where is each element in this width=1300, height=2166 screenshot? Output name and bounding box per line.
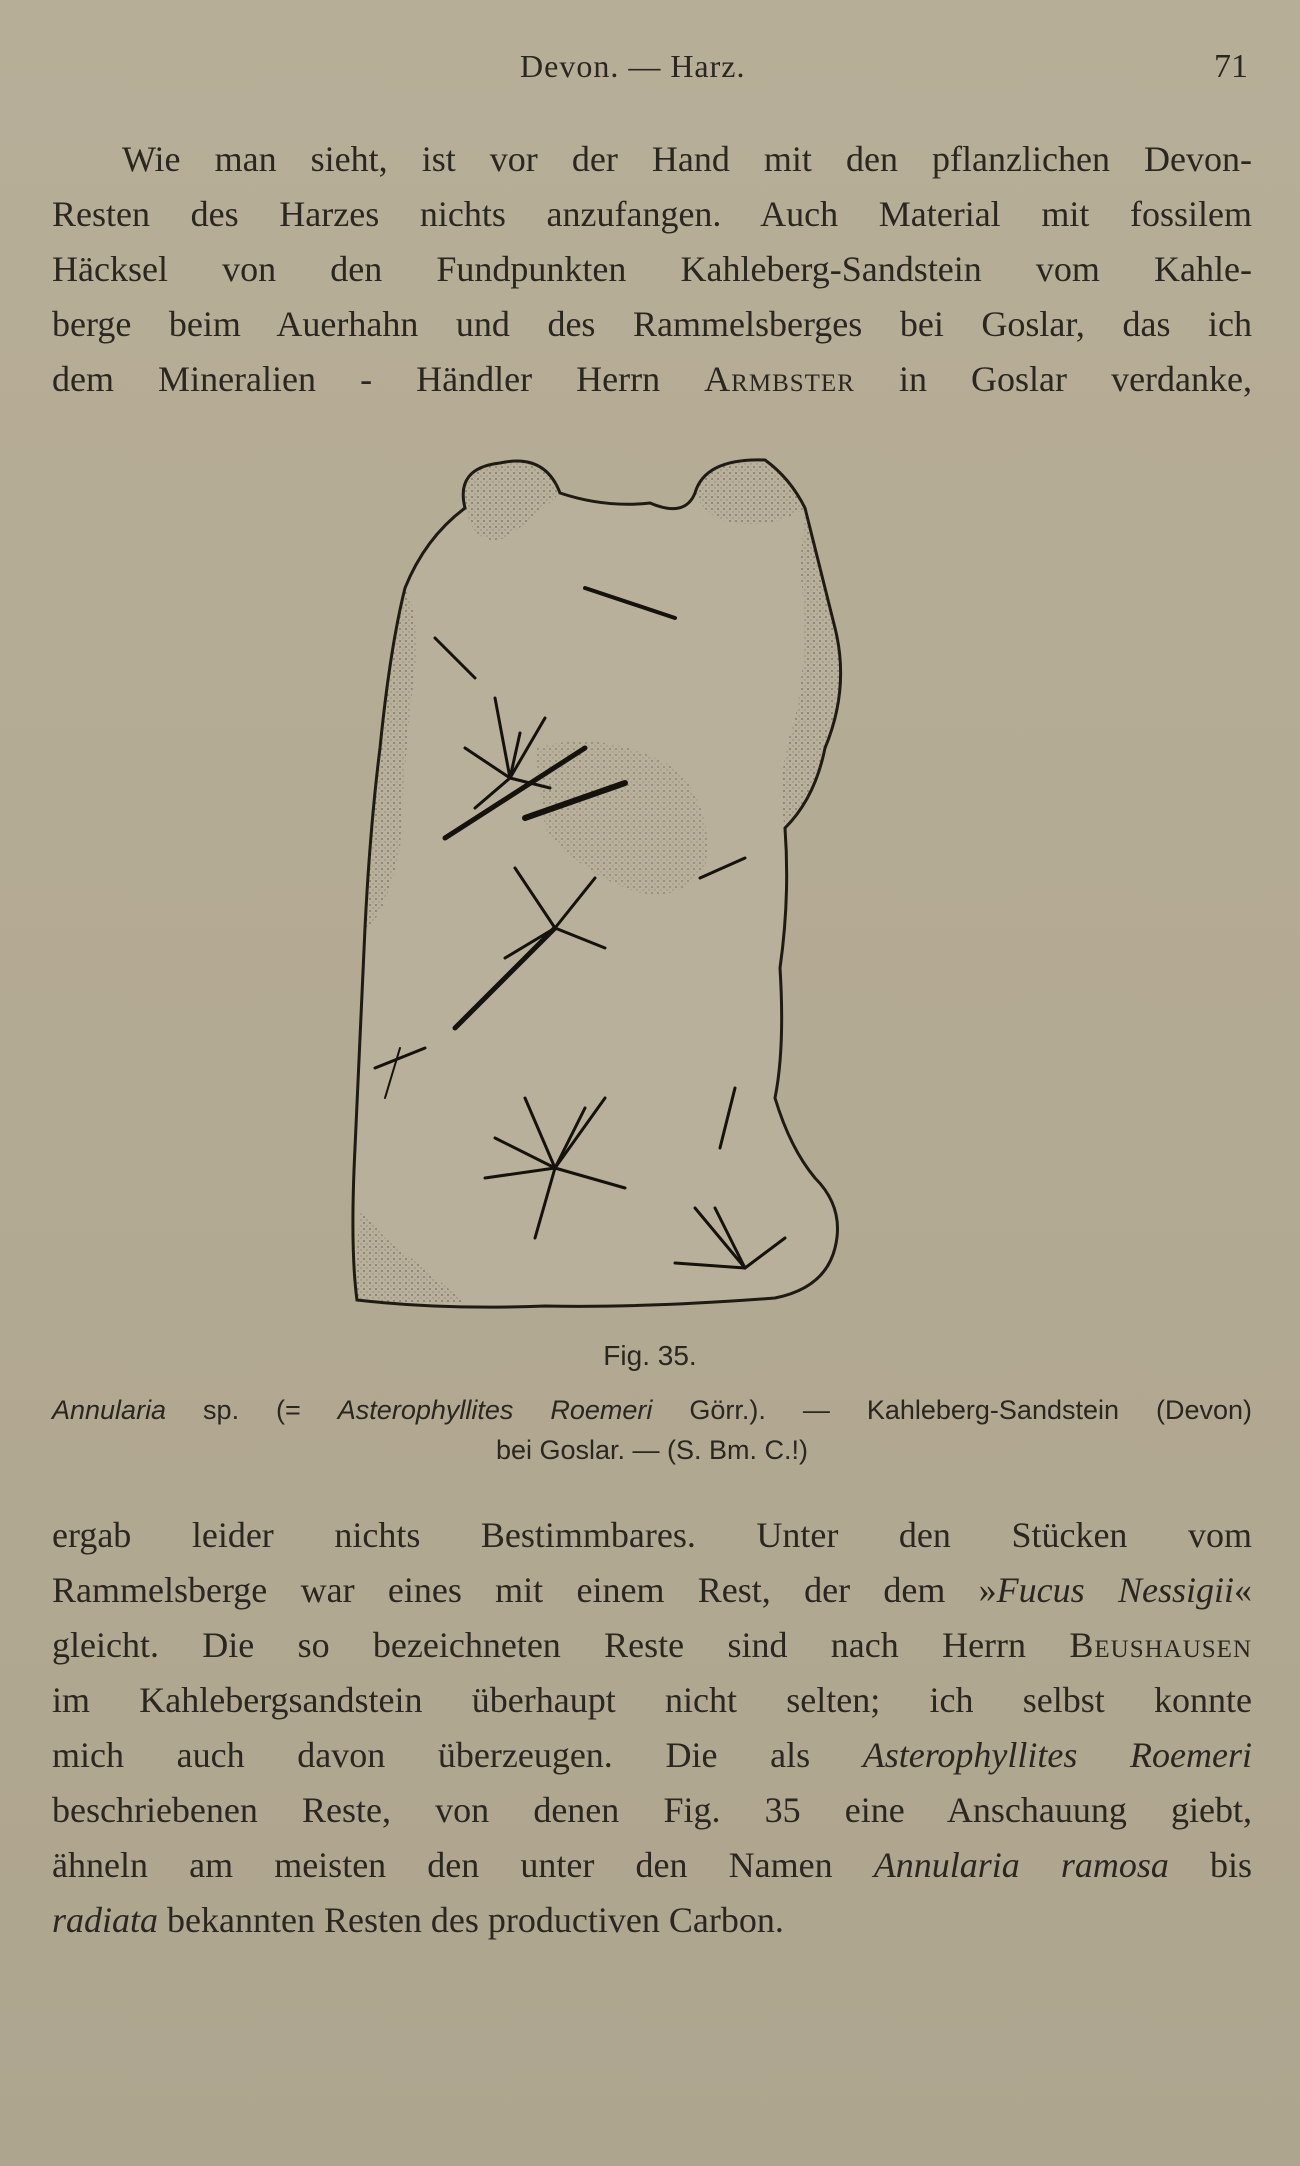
text-line	[52, 1728, 1252, 1783]
text-fragment: dem Mineralien - Händler Herrn	[52, 359, 705, 399]
text-line: Wie man sieht, ist vor der Hand mit den pflanzlichen Devon-	[122, 139, 1252, 179]
text-line	[52, 1563, 1252, 1618]
text-line	[52, 1618, 1252, 1673]
text-fragment: in Goslar verdanke,	[854, 359, 1252, 399]
paragraph-top	[52, 132, 1252, 407]
running-title: Devon. — Harz.	[520, 48, 746, 84]
species-name: Asterophyllites Roemeri	[337, 1395, 653, 1425]
text-line: im Kahlebergsandstein überhaupt nicht selten; ich selbst konnte	[52, 1680, 1252, 1720]
text-fragment: Rammelsberge war eines mit einem Rest, der dem »	[52, 1570, 997, 1610]
text-line: Häcksel von den Fundpunkten Kahleberg-Sandstein vom Kahle-	[52, 249, 1252, 289]
taxon-name: Asterophyllites Roemeri	[862, 1735, 1252, 1775]
text-line: beschriebenen Reste, von denen Fig. 35 eine Anschauung giebt,	[52, 1790, 1252, 1830]
genus-name: Annularia	[52, 1395, 167, 1425]
person-name: Armbster	[704, 359, 855, 399]
figure-caption	[52, 1390, 1252, 1470]
figure-label: Fig. 35.	[603, 1340, 697, 1371]
text-line: berge beim Auerhahn und des Rammelsberges bei Goslar, das ich	[52, 304, 1252, 344]
running-head	[0, 48, 1300, 92]
text-fragment: bis	[1168, 1845, 1252, 1885]
text-fragment: ähneln am meisten den unter den Namen	[52, 1845, 874, 1885]
taxon-name: Fucus Nessigii	[996, 1570, 1234, 1610]
text-line: Resten des Harzes nichts anzufangen. Auch Material mit fossilem	[52, 194, 1252, 234]
text-fragment: sp. (=	[166, 1395, 338, 1425]
text-line	[52, 1893, 1252, 1948]
fossil-illustration	[345, 448, 965, 1328]
caption-line: bei Goslar. — (S. Bm. C.!)	[495, 1435, 809, 1465]
page-number: 71	[1214, 48, 1248, 85]
taxon-name: radiata	[52, 1900, 159, 1940]
text-fragment: gleicht. Die so bezeichneten Reste sind nach Herrn	[52, 1625, 1070, 1665]
caption-line	[52, 1390, 1252, 1430]
text-line	[52, 1838, 1252, 1893]
text-fragment: mich auch davon überzeugen. Die als	[52, 1735, 863, 1775]
paragraph-bottom	[52, 1508, 1252, 1948]
text-fragment: bekannten Resten des productiven Carbon.	[158, 1900, 784, 1940]
text-line	[52, 352, 1252, 407]
text-line: ergab leider nichts Bestimmbares. Unter den Stücken vom	[52, 1515, 1252, 1555]
taxon-name: Annularia ramosa	[873, 1845, 1169, 1885]
text-fragment: Görr.). — Kahleberg-Sandstein (Devon)	[652, 1395, 1253, 1425]
text-fragment: «	[1233, 1570, 1252, 1610]
person-name: Beushausen	[1069, 1625, 1252, 1665]
